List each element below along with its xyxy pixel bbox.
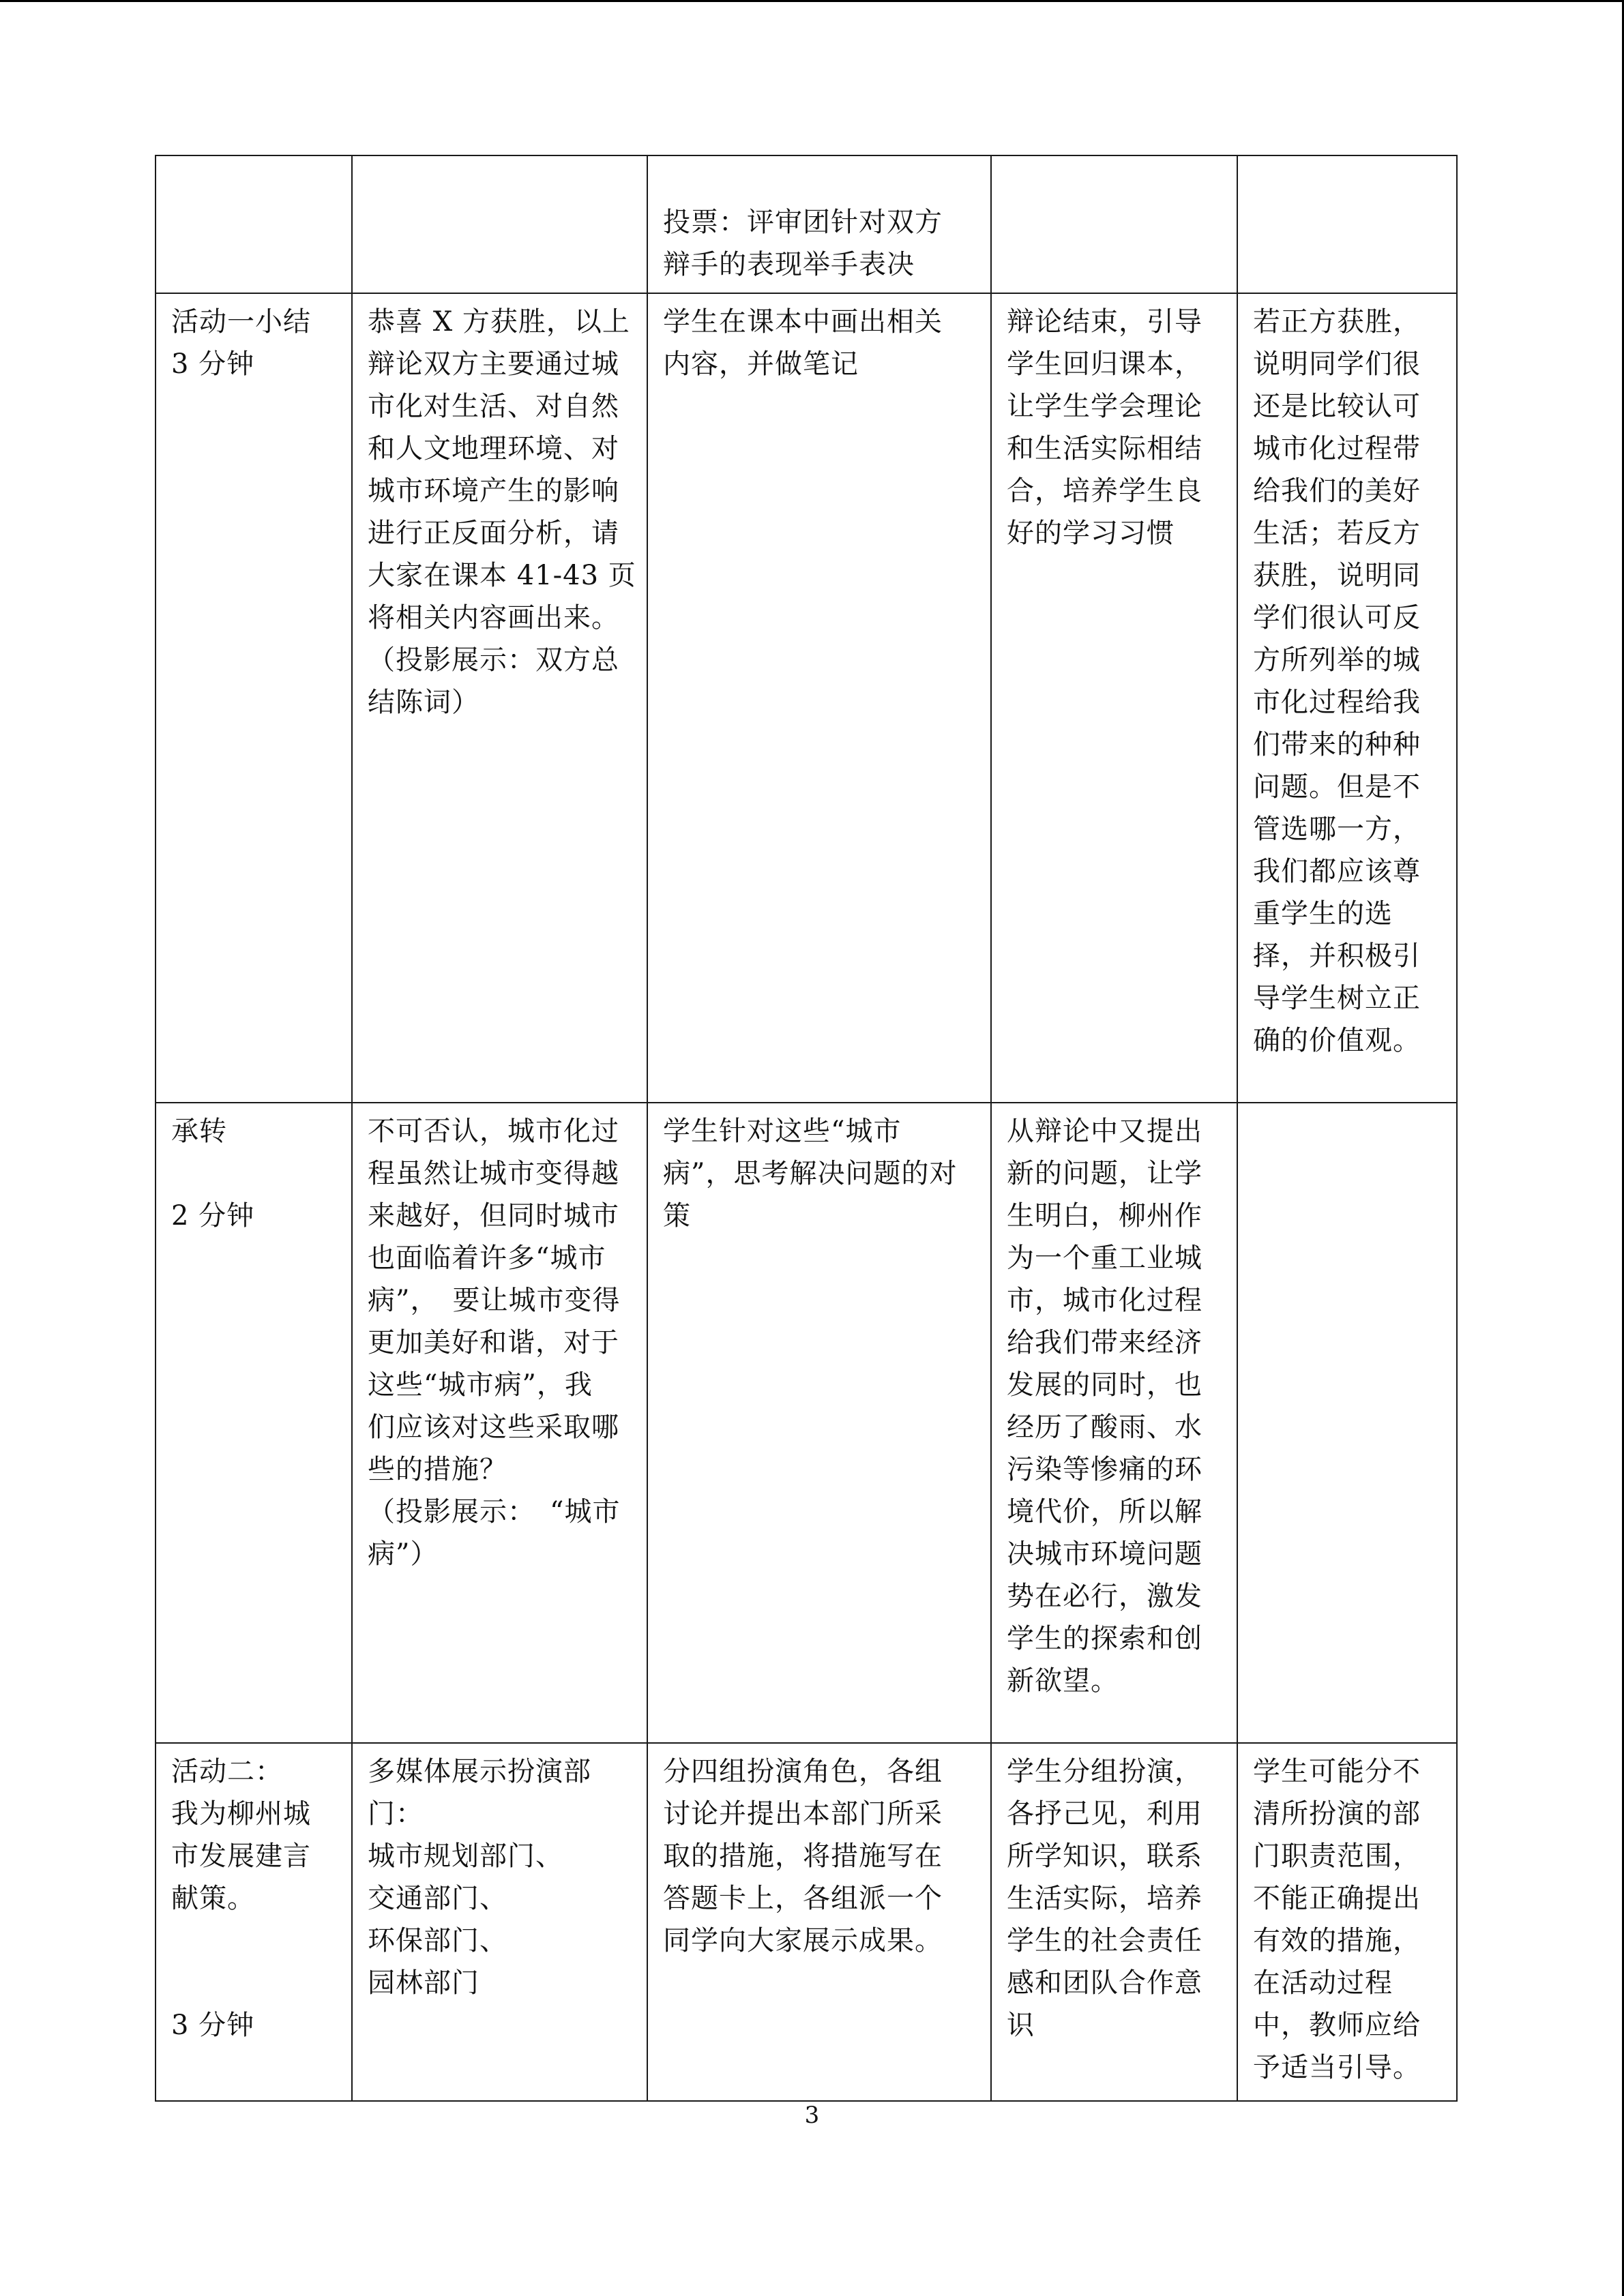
- text-line: 势在必行，激发: [1007, 1581, 1202, 1612]
- text-line: 清所扮演的部: [1253, 1798, 1421, 1830]
- text-line: 些的措施？: [368, 1454, 507, 1485]
- text-line: 给我们带来经济: [1007, 1327, 1202, 1358]
- text-line: 学生在课本中画出相关: [663, 306, 943, 338]
- text-line: 多媒体展示扮演部: [368, 1756, 591, 1787]
- text-line: 不能正确提出: [1253, 1883, 1421, 1914]
- text-line: 和人文地理环境、对: [368, 433, 619, 464]
- text-line: 学生针对这些“城市: [663, 1116, 902, 1147]
- text-line: （投影展示：双方总: [368, 644, 619, 676]
- cell-student-activity: [647, 1743, 991, 2101]
- text-line: 辩手的表现举手表决: [663, 249, 915, 280]
- text-line: 城市环境产生的影响: [368, 475, 619, 507]
- text-line: 学生的社会责任: [1007, 1925, 1202, 1956]
- text-line: 生活；若反方: [1253, 518, 1421, 549]
- cell-student-activity: [647, 155, 991, 293]
- text-line: 获胜，说明同: [1253, 560, 1421, 591]
- text-line: 结陈词）: [368, 687, 479, 718]
- text-line: 市化过程给我: [1253, 687, 1421, 718]
- cell-design-intent: [991, 155, 1237, 293]
- text-line: 确的价值观。: [1253, 1025, 1421, 1056]
- text-line: 策: [663, 1200, 691, 1232]
- text-line: 合，培养学生良: [1007, 475, 1202, 507]
- text-line: 这些“城市病”，我: [368, 1369, 593, 1401]
- text-line: 学生分组扮演，: [1007, 1756, 1202, 1787]
- text-line: 让学生学会理论: [1007, 391, 1202, 422]
- text-line: 学生的探索和创: [1007, 1623, 1202, 1654]
- text-line: 园林部门: [368, 1967, 479, 1999]
- text-line: 辩论双方主要通过城: [368, 348, 619, 380]
- text-line: 也面临着许多“城市: [368, 1242, 606, 1274]
- text-line: 投票：评审团针对双方: [663, 207, 943, 238]
- text-line: 方所列举的城: [1253, 644, 1421, 676]
- text-line: 病”，思考解决问题的对: [663, 1158, 958, 1189]
- text-line: 答题卡上，各组派一个: [663, 1883, 943, 1914]
- cell-student-activity: [647, 1103, 991, 1743]
- text-line: 学生可能分不: [1253, 1756, 1421, 1787]
- text-line: 有效的措施，: [1253, 1925, 1421, 1956]
- page-number: 3: [804, 2102, 820, 2129]
- text-line: 交通部门、: [368, 1883, 507, 1914]
- text-line: 辩论结束，引导: [1007, 306, 1202, 338]
- cell-stage: [156, 1103, 352, 1743]
- text-line: 若正方获胜，: [1253, 306, 1421, 338]
- text-line: 好的学习习惯: [1007, 518, 1175, 549]
- text-line: 分四组扮演角色，各组: [663, 1756, 943, 1787]
- text-line: 取的措施，将措施写在: [663, 1840, 943, 1872]
- cell-design-intent: [991, 1103, 1237, 1743]
- cell-design-intent: [991, 293, 1237, 1103]
- text-line: 予适当引导。: [1253, 2052, 1421, 2083]
- text-line: 中，教师应给: [1253, 2010, 1421, 2041]
- table-row: [156, 1743, 1457, 2101]
- table-row: [156, 1103, 1457, 1743]
- text-line: 病”）: [368, 1538, 439, 1570]
- cell-note: [1237, 1103, 1457, 1743]
- spacer: [171, 1152, 342, 1195]
- cell-student-activity: [647, 293, 991, 1103]
- text-line: 们带来的种种: [1253, 729, 1421, 760]
- text-line: 内容，并做笔记: [663, 348, 859, 380]
- text-line: 城市规划部门、: [368, 1840, 563, 1872]
- cell-design-intent: [991, 1743, 1237, 2101]
- stage-title: 献策。: [171, 1883, 255, 1914]
- text-line: 还是比较认可: [1253, 391, 1421, 422]
- stage-title: 活动二：: [171, 1756, 283, 1787]
- cell-note: [1237, 293, 1457, 1103]
- text-line: 程虽然让城市变得越: [368, 1158, 619, 1189]
- text-line: 污染等惨痛的环: [1007, 1454, 1202, 1485]
- text-line: 城市化过程带: [1253, 433, 1421, 464]
- text-line: 不可否认，城市化过: [368, 1116, 619, 1147]
- stage-duration: 3 分钟: [171, 2010, 255, 2041]
- text-line: 生明白，柳州作: [1007, 1200, 1202, 1232]
- text-line: 来越好，但同时城市: [368, 1200, 619, 1232]
- stage-duration: 2 分钟: [171, 1200, 255, 1232]
- cell-stage: [156, 1743, 352, 2101]
- text-line: 境代价，所以解: [1007, 1496, 1202, 1527]
- text-line: 从辩论中又提出: [1007, 1116, 1202, 1147]
- text-line: 门：: [368, 1798, 424, 1830]
- text-line: （投影展示： “城市: [368, 1496, 621, 1527]
- text-line: 重学生的选: [1253, 898, 1393, 929]
- lesson-plan-table: [155, 155, 1458, 2102]
- text-line: 为一个重工业城: [1007, 1242, 1202, 1274]
- text-line: 进行正反面分析，请: [368, 518, 619, 549]
- text-line: 大家在课本 41-43 页: [368, 560, 636, 591]
- text-line: 病”， 要让城市变得: [368, 1285, 621, 1316]
- spacer: [171, 1962, 342, 2004]
- text-line: 市，城市化过程: [1007, 1285, 1202, 1316]
- text-line: 导学生树立正: [1253, 983, 1421, 1014]
- text-line: 管选哪一方，: [1253, 814, 1421, 845]
- page-edge-top: [0, 0, 1624, 2]
- text-line: 识: [1007, 2010, 1035, 2041]
- table-row: [156, 155, 1457, 293]
- cell-note: [1237, 155, 1457, 293]
- spacer: [171, 1920, 342, 1962]
- text-line: 各抒己见，利用: [1007, 1798, 1202, 1830]
- cell-stage: [156, 155, 352, 293]
- text-line: 学生回归课本，: [1007, 348, 1202, 380]
- text-line: 问题。但是不: [1253, 771, 1421, 803]
- stage-title: 承转: [171, 1116, 227, 1147]
- text-line: 门职责范围，: [1253, 1840, 1421, 1872]
- text-line: 学们很认可反: [1253, 602, 1421, 633]
- text-line: 择，并积极引: [1253, 940, 1421, 972]
- cell-teacher-activity: [352, 293, 647, 1103]
- text-line: 说明同学们很: [1253, 348, 1421, 380]
- stage-duration: 3 分钟: [171, 348, 255, 380]
- text-line: 新的问题，让学: [1007, 1158, 1202, 1189]
- table-row: [156, 293, 1457, 1103]
- stage-title: 活动一小结: [171, 306, 311, 338]
- stage-title: 我为柳州城: [171, 1798, 311, 1830]
- cell-teacher-activity: [352, 1743, 647, 2101]
- stage-title: 市发展建言: [171, 1840, 311, 1872]
- text-line: 发展的同时，也: [1007, 1369, 1202, 1401]
- text-line: 讨论并提出本部门所采: [663, 1798, 943, 1830]
- cell-teacher-activity: [352, 1103, 647, 1743]
- text-line: 和生活实际相结: [1007, 433, 1202, 464]
- text-line: 给我们的美好: [1253, 475, 1421, 507]
- text-line: 感和团队合作意: [1007, 1967, 1202, 1999]
- text-line: 市化对生活、对自然: [368, 391, 619, 422]
- text-line: 们应该对这些采取哪: [368, 1412, 619, 1443]
- text-line: 决城市环境问题: [1007, 1538, 1202, 1570]
- text-line: 我们都应该尊: [1253, 856, 1421, 887]
- text-line: 新欲望。: [1007, 1665, 1119, 1697]
- text-line: 生活实际，培养: [1007, 1883, 1202, 1914]
- cell-stage: [156, 293, 352, 1103]
- text-line: 同学向大家展示成果。: [663, 1925, 943, 1956]
- text-line: 恭喜 X 方获胜，以上: [368, 306, 630, 338]
- cell-note: [1237, 1743, 1457, 2101]
- text-line: 经历了酸雨、水: [1007, 1412, 1202, 1443]
- cell-teacher-activity: [352, 155, 647, 293]
- text-line: 在活动过程: [1253, 1967, 1393, 1999]
- text-line: 所学知识，联系: [1007, 1840, 1202, 1872]
- text-line: 环保部门、: [368, 1925, 507, 1956]
- text-line: 将相关内容画出来。: [368, 602, 619, 633]
- text-line: 更加美好和谐，对于: [368, 1327, 619, 1358]
